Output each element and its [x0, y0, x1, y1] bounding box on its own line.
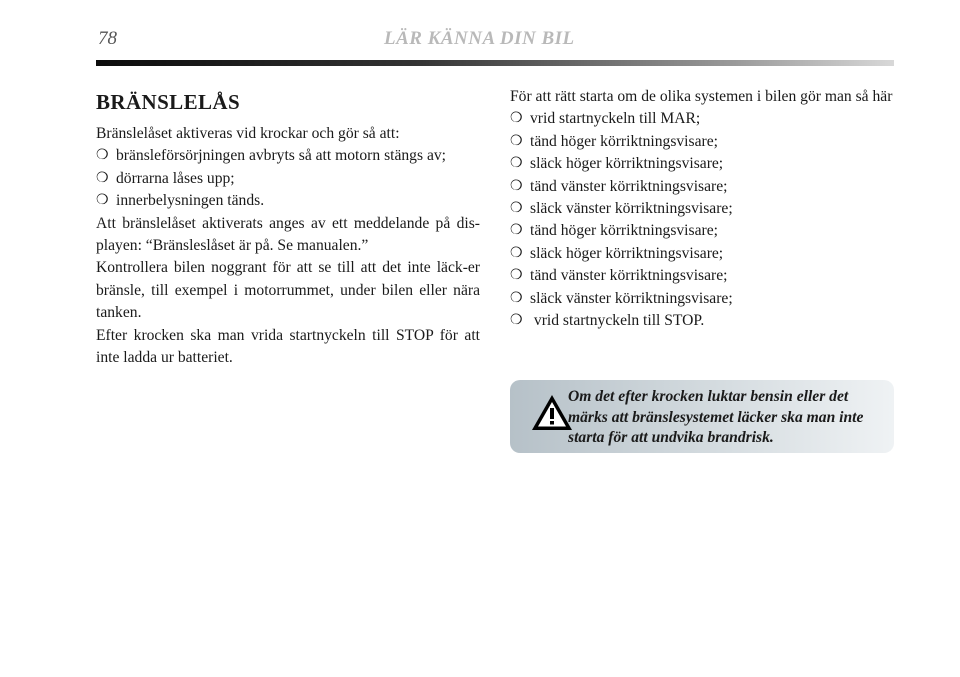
list-item: ❍ dörrarna låses upp; — [96, 168, 480, 190]
list-item: ❍ släck höger körriktningsvisare; — [510, 153, 896, 175]
list-item: ❍ tänd vänster körriktningsvisare; — [510, 265, 896, 287]
bullet-icon: ❍ — [510, 201, 523, 217]
bullet-icon: ❍ — [510, 223, 523, 239]
intro-text: Bränslelåset aktiveras vid krockar och gör så att: — [96, 125, 400, 142]
list-item: ❍ tänd höger körriktningsvisare; — [510, 131, 896, 153]
list-item: ❍ släck vänster körriktningsvisare; — [510, 288, 896, 310]
restart-intro: För att rätt starta om de olika systemen i bilen gör man så här — [510, 88, 893, 105]
bullet-icon: ❍ — [510, 245, 523, 261]
bullet-icon: ❍ — [96, 170, 109, 186]
list-item: ❍ tänd höger körriktningsvisare; — [510, 220, 896, 242]
list-item: ❍ vrid startnyckeln till MAR; — [510, 108, 896, 130]
restart-steps-list — [510, 108, 896, 332]
section-heading: BRÄNSLELÅS — [96, 90, 241, 114]
page-number: 78 — [98, 28, 117, 49]
right-column — [510, 86, 896, 332]
bullet-icon: ❍ — [96, 193, 109, 209]
bullet-icon: ❍ — [510, 268, 523, 284]
bullet-icon: ❍ — [510, 313, 523, 329]
display-message-paragraph: Att bränslelåset aktiverats anges av ett meddelande på dis-playen: “Bränsleslåset är på. Se manualen.” — [96, 214, 480, 255]
section-title: LÄR KÄNNA DIN BIL — [384, 28, 575, 49]
list-item: ❍ släck vänster körriktningsvisare; — [510, 198, 896, 220]
left-column — [96, 86, 480, 369]
list-item: ❍ bränsleförsörjningen avbryts så att motorn stängs av; — [96, 145, 480, 167]
bullet-icon: ❍ — [510, 156, 523, 172]
list-item: ❍ vrid startnyckeln till STOP. — [510, 310, 896, 332]
inspection-paragraph: Kontrollera bilen noggrant för att se till att det inte läck-er bränsle, till exempel i motorrummet, under bilen eller nära tanken. — [96, 259, 480, 322]
bullet-icon: ❍ — [510, 178, 523, 194]
page-header — [96, 28, 894, 52]
effects-list — [96, 145, 480, 212]
battery-paragraph: Efter krocken ska man vrida startnyckeln till STOP för att inte ladda ur batteriet. — [96, 326, 480, 367]
warning-box — [510, 380, 894, 453]
bullet-icon: ❍ — [510, 290, 523, 306]
header-divider — [96, 60, 894, 66]
list-item: ❍ tänd vänster körriktningsvisare; — [510, 176, 896, 198]
warning-text: Om det efter krocken luktar bensin eller det märks att bränslesystemet läcker ska man inte starta för att undvika brandrisk. — [568, 388, 864, 446]
list-item: ❍ släck höger körriktningsvisare; — [510, 243, 896, 265]
list-item: ❍ innerbelysningen tänds. — [96, 190, 480, 212]
bullet-icon: ❍ — [510, 111, 523, 127]
bullet-icon: ❍ — [510, 133, 523, 149]
bullet-icon: ❍ — [96, 148, 109, 164]
